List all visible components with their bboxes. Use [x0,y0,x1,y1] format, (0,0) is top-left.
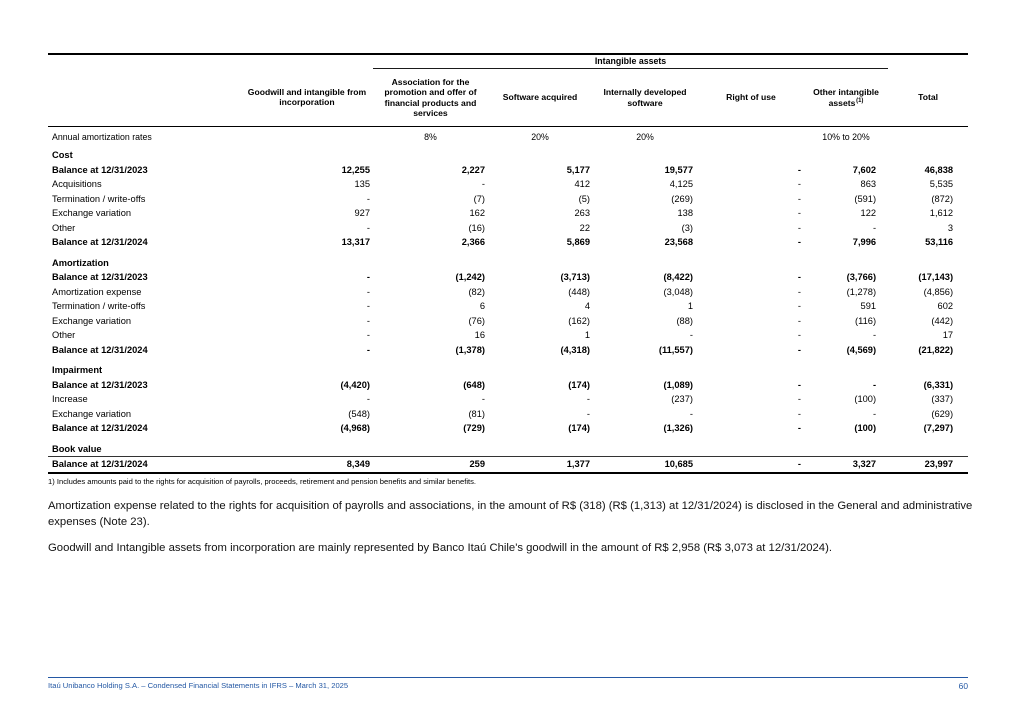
cell-value: - [872,330,877,341]
cell-value: 8,349 [241,457,373,473]
cell-value: 2,366 [461,237,485,248]
cell-value: (269) [671,193,693,204]
cell-value: 12,255 [341,164,370,175]
cell-value: 1 [584,330,590,341]
empty-cell [373,363,488,378]
empty-cell [488,256,592,271]
cell-value: (100) [854,423,877,434]
page-footer [48,677,968,691]
cell-value: 412 [574,179,590,190]
empty-cell [592,442,698,457]
table-row [48,206,968,221]
cell-value: 3,327 [804,457,888,473]
empty-cell [888,442,968,457]
empty-cell [888,256,968,271]
table-row [48,378,968,393]
cell-value: 23,568 [664,237,693,248]
column-header-row [48,69,968,127]
table-row [48,299,968,314]
cell-value: - [481,179,485,190]
cell-value: 2,227 [461,164,485,175]
cell-value: - [698,457,804,473]
rate-total [888,127,968,147]
row-label: Termination / write-offs [52,193,146,204]
cell-value: 23,997 [888,457,968,473]
cell-value: (448) [568,286,590,297]
cell-value: 5,535 [929,179,954,190]
table-row [48,163,968,178]
cell-value: - [586,394,590,405]
spanner-right-blank [888,54,968,69]
section-title-row [48,256,968,271]
cell-value: - [689,408,693,419]
cell-value: 7,996 [852,237,877,248]
section-title: Impairment [52,365,103,376]
cell-value: - [797,330,801,341]
table-row [48,421,968,436]
cell-value: - [797,164,801,175]
empty-cell [698,442,804,457]
cell-value: - [797,423,801,434]
cell-value: (629) [931,408,954,419]
table-row [48,392,968,407]
cell-value: (3,766) [846,272,877,283]
col-header-goodwill: Goodwill and intangible from incorporation [241,69,373,127]
cell-value: (3) [681,222,693,233]
cell-value: - [797,222,801,233]
cell-value: - [366,344,370,355]
col-header-other-intangible [804,69,888,127]
rate-goodwill [241,127,373,147]
empty-cell [804,363,888,378]
cell-value: (11,557) [658,344,693,355]
cell-value: (82) [468,286,485,297]
spanner-row [48,54,968,69]
rate-internally-developed: 20% [636,131,654,142]
empty-cell [698,363,804,378]
empty-cell [373,442,488,457]
cell-value: 13,317 [341,237,370,248]
cell-value: 10,685 [592,457,698,473]
empty-cell [488,442,592,457]
cell-value: 22 [579,222,590,233]
cell-value: - [366,315,370,326]
cell-value: - [797,394,801,405]
cell-value: (81) [468,408,485,419]
cell-value: (7,297) [923,423,954,434]
cell-value: (4,856) [923,286,954,297]
cell-value: (4,420) [340,379,370,390]
cell-value: - [366,330,370,341]
table-row [48,314,968,329]
empty-cell [488,363,592,378]
cell-value: (648) [463,379,485,390]
section-title: Book value [52,443,102,454]
col-header-right-of-use: Right of use [698,69,804,127]
cell-value: - [797,408,801,419]
cell-value: (8,422) [663,272,693,283]
cell-value: (548) [348,408,370,419]
paragraph-amortization-expense: Amortization expense related to the rights for acquisition of payrolls and associations, in the amount of R$ (318) (R$ (1,313) at 12/31/2024) is disclosed in the General and administrative expenses (Note 23). [48,500,973,528]
table-row [48,328,968,343]
table-row [48,192,968,207]
table-row [48,235,968,250]
cell-value: - [797,193,801,204]
cell-value: - [586,408,590,419]
cell-value: 4 [584,301,590,312]
empty-cell [373,256,488,271]
cell-value: - [797,315,801,326]
cell-value: 7,602 [852,164,877,175]
cell-value: (100) [854,394,877,405]
table-body [48,146,968,473]
table-row [48,221,968,236]
cell-value: - [366,286,370,297]
cell-value: - [366,301,370,312]
cell-value: 602 [937,301,954,312]
col-header-total: Total [888,69,968,127]
cell-value: (872) [931,193,954,204]
table-row [48,407,968,422]
cell-value: (729) [463,423,485,434]
cell-value: 1,377 [488,457,592,473]
cell-value: (17,143) [918,272,954,283]
table-row [48,343,968,358]
row-label: Other [52,222,76,233]
cell-value: 3 [947,222,954,233]
cell-value: - [872,408,877,419]
col-header-label [48,69,241,127]
footer-page-number: 60 [958,680,968,691]
cell-value: 1 [687,301,693,312]
cell-value: (1,089) [663,379,693,390]
rate-association: 8% [424,131,437,142]
row-label: Exchange variation [52,208,132,219]
cell-value: 863 [860,179,877,190]
row-label: Balance at 12/31/2024 [48,457,241,473]
footer-source-text: Itaú Unibanco Holding S.A. – Condensed Financial Statements in IFRS – March 31, 2025 [48,680,349,690]
empty-cell [241,256,373,271]
section-title: Cost [52,150,73,161]
cell-value: (1,326) [663,423,693,434]
rate-other-intangible: 10% to 20% [822,131,870,142]
cell-value: - [481,394,485,405]
cell-value: 16 [474,330,485,341]
cell-value: 6 [479,301,485,312]
empty-cell [592,148,698,163]
cell-value: 53,116 [925,237,954,248]
row-label: Balance at 12/31/2023 [52,379,148,390]
empty-cell [592,363,698,378]
cell-value: - [797,379,801,390]
empty-cell [698,148,804,163]
cell-value: (162) [568,315,590,326]
empty-cell [804,442,888,457]
cell-value: - [797,237,801,248]
empty-cell [804,148,888,163]
cell-value: (1,242) [455,272,485,283]
rate-right-of-use [698,127,804,147]
empty-cell [698,256,804,271]
row-label: Balance at 12/31/2024 [52,344,148,355]
cell-value: (16) [468,222,485,233]
cell-value: (21,822) [918,344,954,355]
empty-cell [888,363,968,378]
row-label: Other [52,330,76,341]
row-label: Amortization expense [52,286,142,297]
table-row [48,457,968,473]
cell-value: 4,125 [669,179,693,190]
col-header-association: Association for the promotion and offer of financial products and services [373,69,488,127]
cell-value: (88) [676,315,693,326]
row-label: Exchange variation [52,408,132,419]
other-intangible-label: Other intangible assets [813,87,879,108]
empty-cell [804,256,888,271]
cell-value: - [366,272,370,283]
cell-value: 46,838 [924,164,954,175]
section-title-row [48,442,968,457]
cell-value: (4,569) [846,344,877,355]
cell-value: 19,577 [664,164,693,175]
cell-value: (3,713) [560,272,590,283]
cell-value: (237) [671,394,693,405]
cell-value: 263 [574,208,590,219]
row-label: Exchange variation [52,315,132,326]
paragraph-goodwill: Goodwill and Intangible assets from incorporation are mainly represented by Banco Itaú Chile's goodwill in the amount of R$ 2,958 (R$ 3,073 at 12/31/2024). [48,542,832,554]
footnote-marker: (1) [856,97,864,104]
cell-value: (7) [473,193,485,204]
cell-value: 138 [677,208,693,219]
cell-value: (174) [568,423,590,434]
row-label: Increase [52,394,88,405]
cell-value: 1,612 [929,208,954,219]
cell-value: (4,968) [340,423,370,434]
cell-value: 591 [860,301,877,312]
intangible-assets-table-wrap [48,53,968,487]
cell-value: (591) [854,193,877,204]
empty-cell [241,363,373,378]
cell-value: 135 [354,179,370,190]
cell-value: (337) [931,394,954,405]
cell-value: - [797,301,801,312]
cell-value: - [872,379,877,390]
cell-value: 122 [860,208,877,219]
cell-value: - [797,208,801,219]
empty-cell [241,148,373,163]
cell-value: 162 [469,208,485,219]
cell-value: - [366,193,370,204]
rate-software: 20% [531,131,549,142]
cell-value: 17 [942,330,954,341]
amortization-rates-row [48,127,968,147]
empty-cell [488,148,592,163]
cell-value: (1,278) [846,286,877,297]
empty-cell [241,442,373,457]
cell-value: (3,048) [663,286,693,297]
cell-value: - [797,272,801,283]
empty-cell [592,256,698,271]
rates-row-label: Annual amortization rates [52,131,152,142]
table-row [48,270,968,285]
cell-value: (116) [855,315,877,326]
cell-value: 927 [354,208,370,219]
spanner-left-blank [48,54,373,69]
cell-value: 5,177 [566,164,590,175]
cell-value: - [797,344,801,355]
row-label: Balance at 12/31/2024 [52,423,148,434]
cell-value: - [366,222,370,233]
cell-value: - [366,394,370,405]
col-header-software-acquired: Software acquired [488,69,592,127]
cell-value: (5) [578,193,590,204]
cell-value: (76) [468,315,485,326]
cell-value: 5,869 [566,237,590,248]
row-label: Balance at 12/31/2023 [52,272,148,283]
intangible-assets-spanner: Intangible assets [373,54,888,69]
cell-value: - [797,286,801,297]
cell-value: - [872,222,877,233]
row-label: Termination / write-offs [52,301,146,312]
row-label: Balance at 12/31/2023 [52,164,148,175]
col-header-internally-developed: Internally developed software [592,69,698,127]
cell-value: (1,378) [455,344,485,355]
empty-cell [373,148,488,163]
section-title-row [48,363,968,378]
table-row [48,285,968,300]
section-title: Amortization [52,257,109,268]
cell-value: - [689,330,693,341]
cell-value: 259 [373,457,488,473]
row-label: Balance at 12/31/2024 [52,237,148,248]
cell-value: (6,331) [923,379,954,390]
row-label: Acquisitions [52,179,102,190]
cell-value: - [797,179,801,190]
empty-cell [888,148,968,163]
cell-value: (442) [931,315,954,326]
section-title-row [48,148,968,163]
cell-value: (4,318) [560,344,590,355]
intangible-assets-table [48,53,968,474]
table-row [48,177,968,192]
table-footnote: 1) Includes amounts paid to the rights for acquisition of payrolls, proceeds, retirement and pension benefits and similar benefits. [48,476,477,486]
cell-value: (174) [568,379,590,390]
